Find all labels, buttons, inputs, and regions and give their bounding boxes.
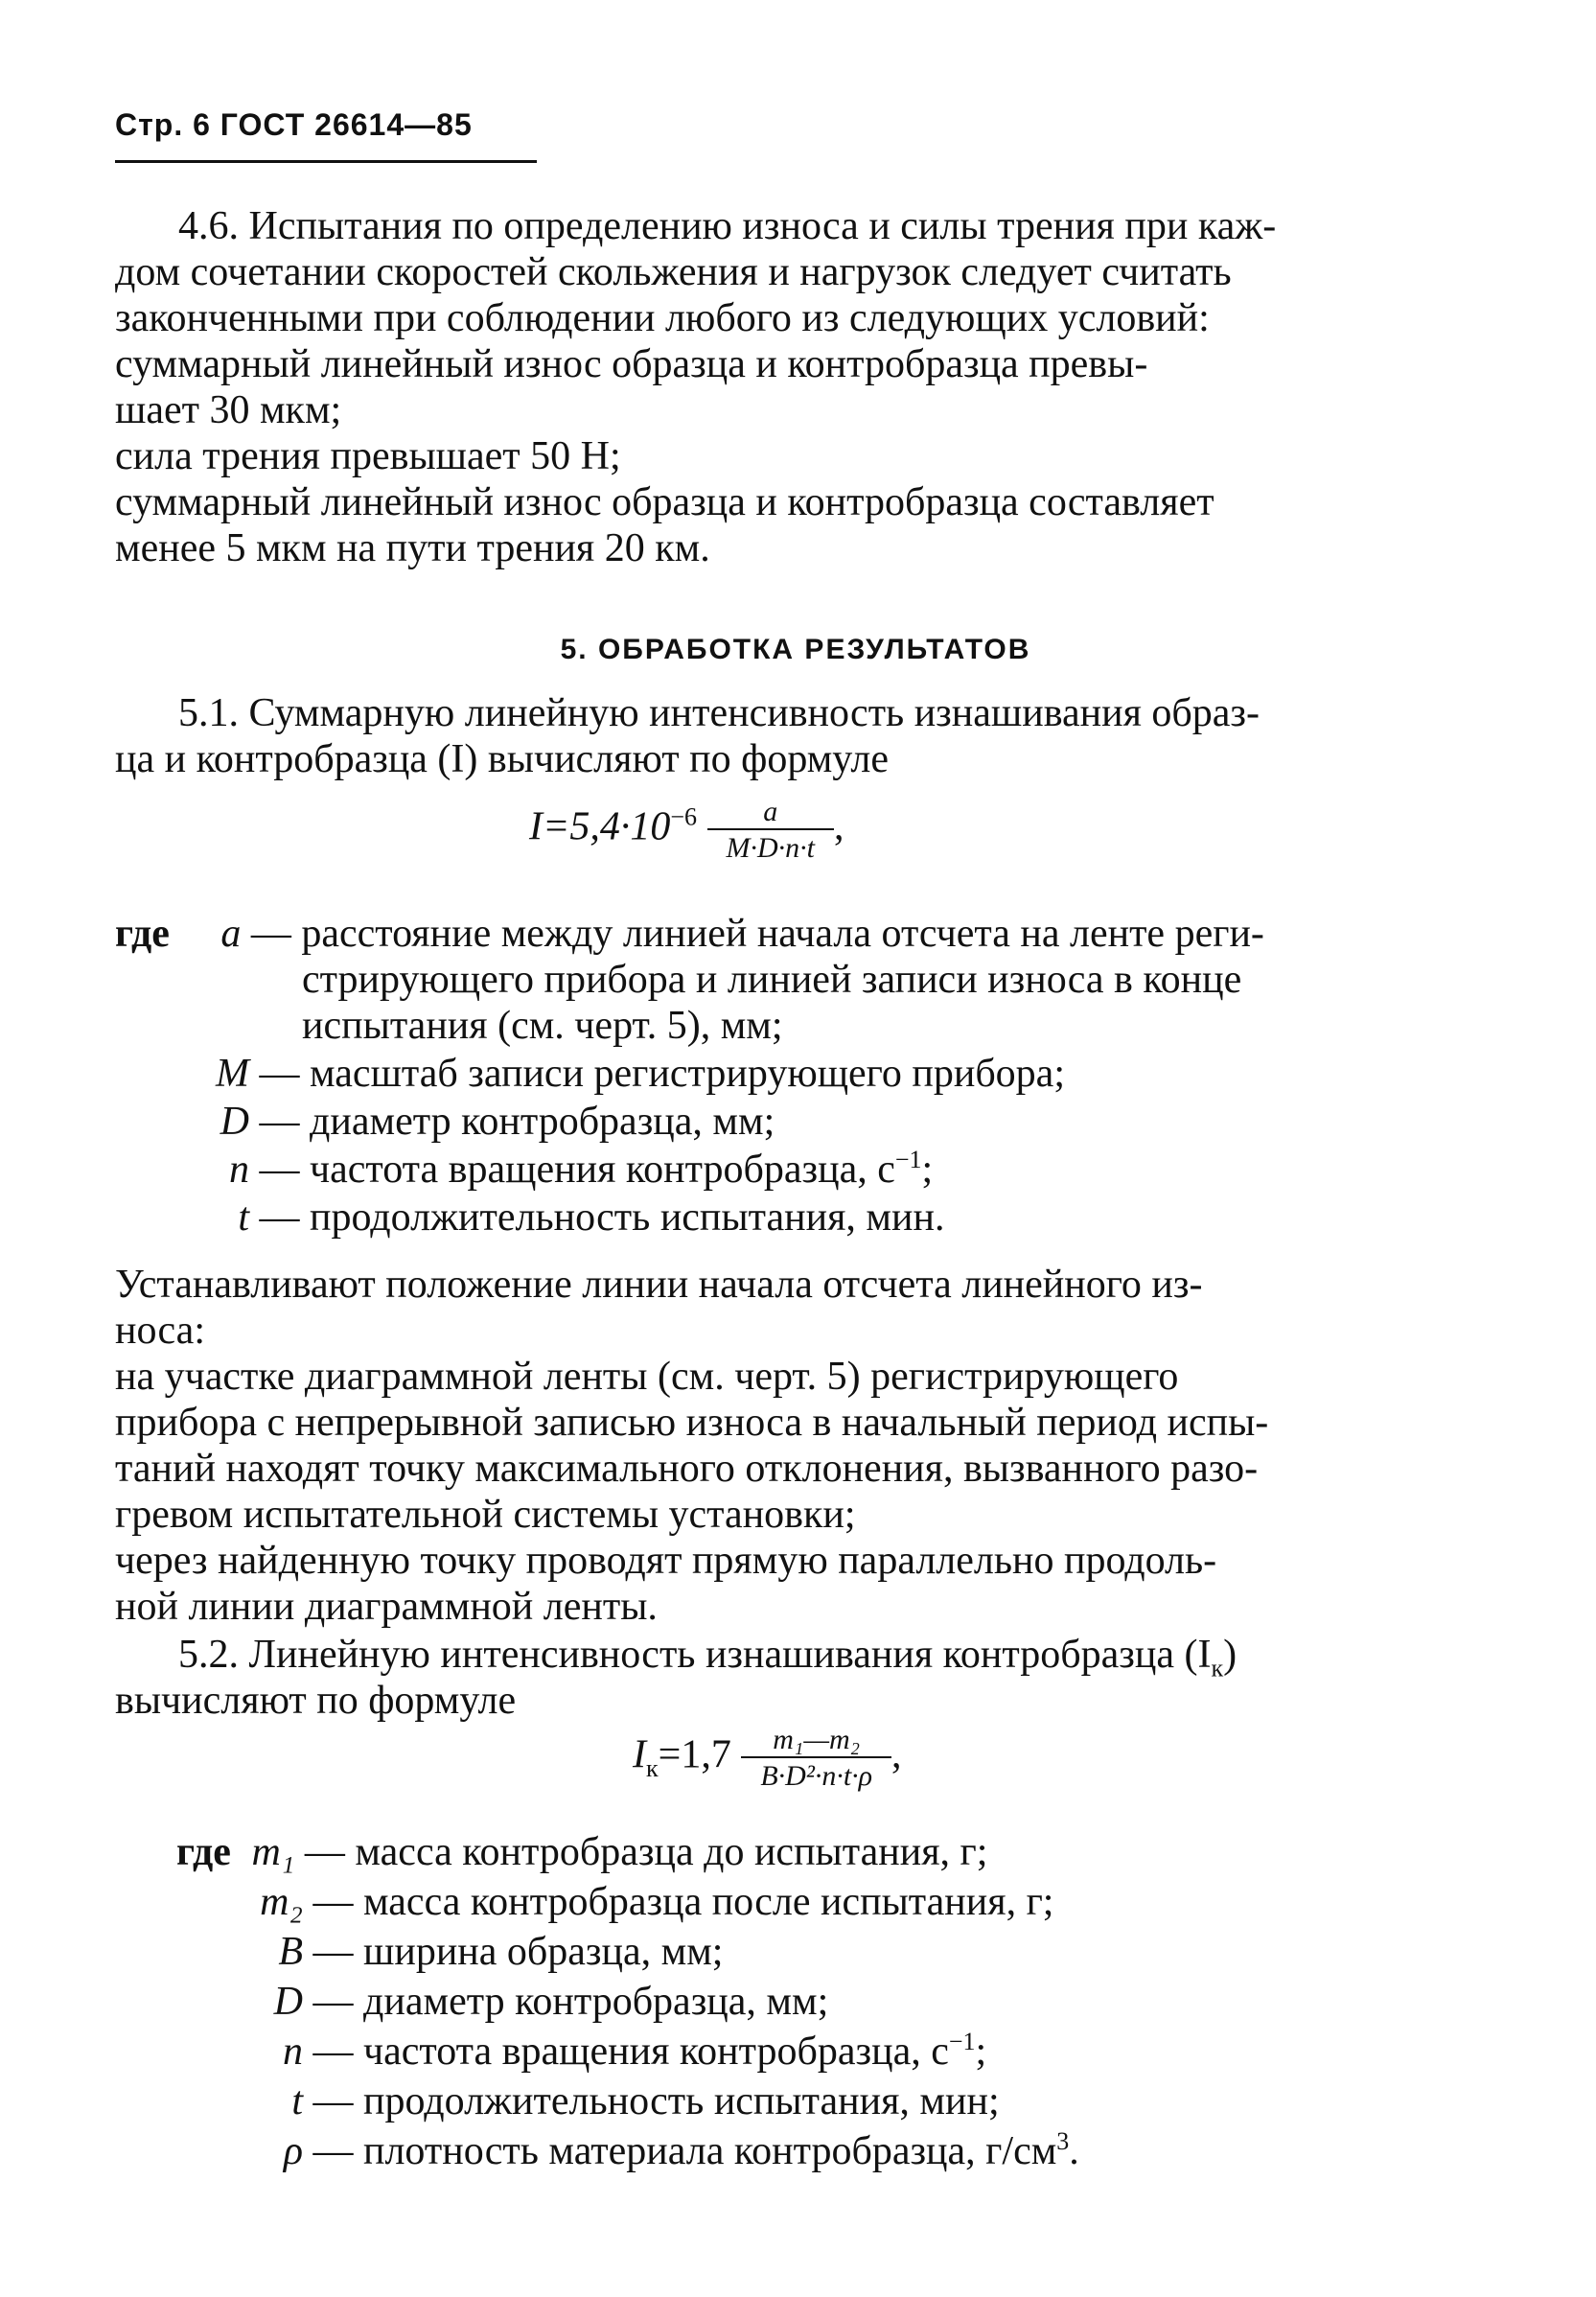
unit-exponent: −1 [894, 1146, 922, 1173]
header-divider [115, 160, 537, 163]
def-row [249, 2078, 1000, 2124]
def-row [211, 1147, 933, 1193]
p46-condition-3b: менее 5 мкм на пути трения 20 км. [115, 526, 710, 570]
p46-condition-3a: суммарный линейный износ образца и контробразца составляет [115, 480, 1214, 524]
def-tail: ; [921, 1148, 934, 1192]
formula-i-denominator: M·D·n·t [707, 828, 835, 865]
def-text: стрирующего прибора и линией записи износа в конце [302, 958, 1242, 1002]
def-text: — продолжительность испытания, мин; [312, 2079, 1000, 2123]
def-text: — диаметр контробразца, мм; [312, 1980, 829, 2024]
section-title: 5. ОБРАБОТКА РЕЗУЛЬТАТОВ [560, 634, 1031, 665]
def-row [211, 1051, 1065, 1097]
def-row [249, 2128, 1079, 2174]
def-text: — масштаб записи регистрирующего прибора; [259, 1052, 1065, 1096]
p46-line-1: 4.6. Испытания по определению износа и силы трения при каж- [178, 204, 1277, 248]
formula-ik-fraction [741, 1724, 891, 1793]
def-text: — частота вращения контробразца, с [312, 2030, 949, 2074]
formula-ik-numerator: m₁—m₂ [773, 1724, 861, 1755]
unit-exponent: 3 [1056, 2127, 1070, 2155]
formula-i-tail: , [834, 804, 844, 849]
p51-line-1: 5.1. Суммарную линейную интенсивность изнашивания образ- [178, 691, 1260, 735]
def-row [249, 1879, 1053, 1925]
p51-line-2 [115, 736, 1476, 782]
def-text: — диаметр контробразца, мм; [259, 1100, 775, 1144]
def-symbol: m₂ [260, 1880, 303, 1924]
formula-ik-eq: =1,7 [658, 1732, 731, 1777]
origin-step-a2: прибора с непрерывной записью износа в начальный период испы- [115, 1401, 1269, 1445]
p46-condition-1b: шает 30 мкм; [115, 388, 342, 432]
origin-step-b2: ной линии диаграммной ленты. [115, 1585, 658, 1629]
p52-line-1-text: 5.2. Линейную интенсивность изнашивания контробразца (I [178, 1633, 1212, 1677]
def-symbol: ρ [283, 2129, 303, 2173]
origin-paragraph [115, 1262, 1476, 1630]
p52-line-1-sub: к [1211, 1654, 1224, 1682]
def-symbol: M [216, 1052, 249, 1096]
def-text: — частота вращения контробразца, с [259, 1148, 895, 1192]
def-row [211, 1099, 775, 1145]
origin-step-a3: таний находят точку максимального отклонения, вызванного разо- [115, 1447, 1259, 1491]
def-text: — плотность материала контробразца, г/см [312, 2129, 1057, 2173]
formula-i-numerator: a [763, 796, 778, 827]
p51-line-2-text: ца и контробразца (I) вычисляют по формуле [115, 737, 890, 781]
def-text: — масса контробразца до испытания, г; [304, 1830, 988, 1874]
page-header: Стр. 6 ГОСТ 26614—85 [115, 107, 473, 142]
def-symbol: m₁ [251, 1830, 295, 1874]
formula-i-fraction [707, 796, 835, 865]
origin-step-a4: гревом испытательной системы установки; [115, 1493, 856, 1537]
formula-i-lhs: I=5,4·10 [529, 804, 671, 849]
def-symbol: a [220, 912, 242, 956]
formula-ik-lhs: I [633, 1732, 646, 1777]
def-symbol: t [238, 1195, 249, 1240]
def-row [176, 1829, 987, 1875]
def-symbol: D [220, 1100, 249, 1144]
p46-condition-1a: суммарный линейный износ образца и контробразца превы- [115, 342, 1148, 386]
p46-line-2: дом сочетании скоростей скольжения и нагрузок следует считать [115, 250, 1232, 294]
formula-i-exponent: −6 [670, 802, 697, 831]
def-tail: ; [975, 2030, 987, 2074]
def-symbol: n [229, 1148, 249, 1192]
def-tail: . [1069, 2129, 1079, 2173]
def-row [211, 1195, 944, 1241]
def-text: — продолжительность испытания, мин. [259, 1195, 945, 1240]
formula-ik [633, 1724, 902, 1793]
def-prefix: где [115, 912, 170, 956]
def-row [115, 911, 1264, 957]
p52-line-2: вычисляют по формуле [115, 1679, 517, 1723]
p52-line-1-tail: ) [1223, 1633, 1237, 1677]
def-symbol: D [273, 1980, 303, 2024]
formula-ik-sub: к [646, 1754, 659, 1783]
paragraph-4-6 [115, 203, 1476, 571]
def-row [249, 2029, 986, 2075]
origin-line-1: Устанавливают положение линии начала отсчета линейного из- [115, 1263, 1203, 1307]
def-text: — масса контробразца после испытания, г; [312, 1880, 1054, 1924]
unit-exponent: −1 [948, 2028, 976, 2055]
def-row [302, 1003, 783, 1049]
def-symbol: t [291, 2079, 303, 2123]
def-row [249, 1929, 723, 1975]
def-row [249, 1979, 828, 2025]
def-text: испытания (см. черт. 5), мм; [302, 1004, 783, 1048]
formula-ik-denominator: B·D²·n·t·ρ [741, 1756, 891, 1793]
origin-line-2: носа: [115, 1309, 205, 1353]
p46-line-3: законченными при соблюдении любого из следующих условий: [115, 296, 1210, 340]
def-symbol: B [278, 1930, 303, 1974]
def-row [302, 957, 1241, 1003]
formula-ik-tail: , [891, 1732, 902, 1777]
formula-i [529, 796, 844, 865]
def-text: — расстояние между линией начала отсчета на ленте реги- [250, 912, 1264, 956]
origin-step-a1: на участке диаграммной ленты (см. черт. 5) регистрирующего [115, 1355, 1179, 1399]
origin-step-b1: через найденную точку проводят прямую параллельно продоль- [115, 1539, 1217, 1583]
p52-line-1 [115, 1632, 1476, 1682]
def-prefix: где [176, 1830, 231, 1874]
def-text: — ширина образца, мм; [312, 1930, 724, 1974]
paragraph-5-1 [115, 690, 1476, 782]
def-symbol: n [283, 2030, 303, 2074]
paragraph-5-2 [115, 1632, 1476, 1724]
p46-condition-2: сила трения превышает 50 Н; [115, 434, 621, 478]
